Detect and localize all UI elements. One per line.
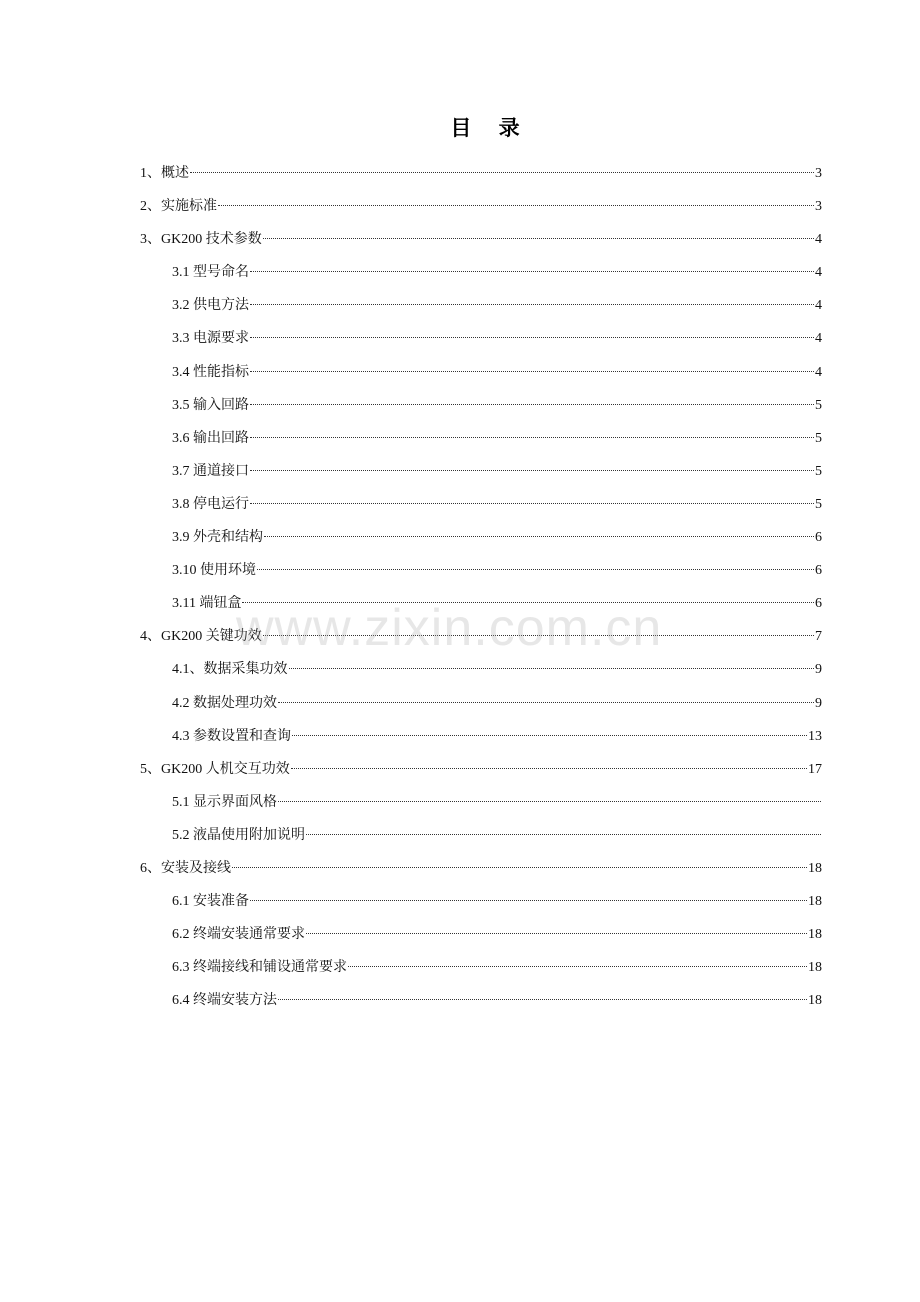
toc-entry[interactable] xyxy=(140,786,822,819)
toc-entry[interactable] xyxy=(140,918,822,951)
toc-entry-label: 3.4 性能指标 xyxy=(172,364,249,380)
toc-entry[interactable] xyxy=(140,819,822,852)
toc-entry[interactable] xyxy=(140,190,822,223)
toc-entry-page: 9 xyxy=(815,662,822,678)
toc-entry[interactable] xyxy=(140,521,822,554)
toc-dot-leader xyxy=(291,768,807,769)
toc-entry-page: 3 xyxy=(815,166,822,181)
toc-entry[interactable] xyxy=(140,687,822,720)
toc-dot-leader xyxy=(263,238,814,239)
toc-dot-leader xyxy=(250,404,814,405)
toc-entry-page: 9 xyxy=(815,695,822,711)
toc-entry-label: 5、GK200 人机交互功效 xyxy=(140,761,290,777)
toc-entry-page: 4 xyxy=(815,265,822,281)
toc-entry[interactable] xyxy=(140,587,822,620)
toc-entry-page: 4 xyxy=(815,232,822,248)
toc-entry[interactable] xyxy=(140,157,822,190)
toc-dot-leader xyxy=(257,569,814,570)
toc-entry-label: 6.4 终端安装方法 xyxy=(172,993,277,1009)
toc-entry-label: 6.2 终端安装通常要求 xyxy=(172,927,305,943)
toc-dot-leader xyxy=(250,371,814,372)
toc-entry-label: 6.3 终端接线和铺设通常要求 xyxy=(172,960,347,976)
toc-entry-label: 2、实施标准 xyxy=(140,199,217,215)
toc-entry-label: 3.11 端钮盒 xyxy=(172,596,242,612)
toc-entry-page: 6 xyxy=(815,596,822,612)
toc-entry-page: 18 xyxy=(808,860,822,876)
toc-dot-leader xyxy=(289,668,815,669)
toc-entry[interactable] xyxy=(140,488,822,521)
toc-dot-leader xyxy=(278,801,821,802)
toc-entry-page: 5 xyxy=(815,397,822,413)
toc-entry-label: 6、安装及接线 xyxy=(140,860,231,876)
toc-entry-page: 18 xyxy=(808,894,822,910)
toc-entry-page: 5 xyxy=(815,430,822,446)
toc-entry[interactable] xyxy=(140,455,822,488)
toc-dot-leader xyxy=(218,205,814,206)
toc-entry-label: 5.1 显示界面风格 xyxy=(172,794,277,810)
toc-dot-leader xyxy=(306,834,821,835)
toc-entry-label: 3.10 使用环境 xyxy=(172,563,256,579)
toc-entry-label: 4.2 数据处理功效 xyxy=(172,695,277,711)
toc-dot-leader xyxy=(306,933,807,934)
toc-dot-leader xyxy=(263,635,814,636)
toc-entry-page: 18 xyxy=(808,993,822,1009)
toc-entry-page: 17 xyxy=(808,761,822,777)
toc-entry-label: 3.1 型号命名 xyxy=(172,265,249,281)
toc-dot-leader xyxy=(250,271,814,272)
toc-list xyxy=(140,157,822,1017)
toc-dot-leader xyxy=(232,867,807,868)
toc-dot-leader xyxy=(250,900,807,901)
toc-entry[interactable] xyxy=(140,984,822,1017)
toc-dot-leader xyxy=(242,602,814,603)
toc-entry-page: 5 xyxy=(815,463,822,479)
toc-entry[interactable] xyxy=(140,653,822,686)
toc-entry[interactable] xyxy=(140,356,822,389)
toc-entry-label: 4.1、数据采集功效 xyxy=(172,662,288,678)
toc-entry-label: 1、概述 xyxy=(140,166,189,181)
toc-entry[interactable] xyxy=(140,389,822,422)
toc-entry-page: 13 xyxy=(808,728,822,744)
toc-entry-page: 4 xyxy=(815,331,822,347)
toc-entry-page: 4 xyxy=(815,364,822,380)
toc-entry-label: 3.3 电源要求 xyxy=(172,331,249,347)
toc-entry[interactable] xyxy=(140,951,822,984)
toc-dot-leader xyxy=(264,536,814,537)
toc-entry-page: 18 xyxy=(808,927,822,943)
toc-dot-leader xyxy=(190,172,814,173)
toc-entry[interactable] xyxy=(140,256,822,289)
toc-entry[interactable] xyxy=(140,554,822,587)
toc-entry[interactable] xyxy=(140,422,822,455)
toc-entry[interactable] xyxy=(140,223,822,256)
toc-entry-page: 18 xyxy=(808,960,822,976)
toc-dot-leader xyxy=(278,702,814,703)
toc-entry-label: 6.1 安装准备 xyxy=(172,894,249,910)
toc-title: 目 录 xyxy=(450,116,530,140)
toc-dot-leader xyxy=(348,966,807,967)
toc-entry-page: 6 xyxy=(815,563,822,579)
toc-entry-label: 3.6 输出回路 xyxy=(172,430,249,446)
toc-dot-leader xyxy=(250,470,814,471)
toc-dot-leader xyxy=(292,735,807,736)
toc-dot-leader xyxy=(250,437,814,438)
toc-entry-label: 3.2 供电方法 xyxy=(172,298,249,314)
toc-entry[interactable] xyxy=(140,852,822,885)
watermark: www.zixin.com.cn xyxy=(236,599,663,657)
toc-entry-label: 3.9 外壳和结构 xyxy=(172,530,263,546)
toc-entry-page: 3 xyxy=(815,199,822,215)
toc-entry[interactable] xyxy=(140,753,822,786)
toc-entry[interactable] xyxy=(140,620,822,653)
toc-entry-label: 3.5 输入回路 xyxy=(172,397,249,413)
toc-entry-page: 6 xyxy=(815,530,822,546)
toc-dot-leader xyxy=(250,503,814,504)
toc-dot-leader xyxy=(250,304,814,305)
toc-dot-leader xyxy=(278,999,807,1000)
toc-entry-page: 4 xyxy=(815,298,822,314)
toc-dot-leader xyxy=(250,337,814,338)
toc-entry-page: 7 xyxy=(815,629,822,645)
toc-entry-label: 3.8 停电运行 xyxy=(172,496,249,512)
toc-entry[interactable] xyxy=(140,720,822,753)
toc-entry-label: 4.3 参数设置和查询 xyxy=(172,728,291,744)
toc-entry[interactable] xyxy=(140,885,822,918)
toc-entry-label: 3.7 通道接口 xyxy=(172,463,249,479)
toc-entry-label: 3、GK200 技术参数 xyxy=(140,232,262,248)
toc-entry[interactable] xyxy=(140,289,822,322)
toc-entry-page: 5 xyxy=(815,496,822,512)
toc-entry-label: 4、GK200 关键功效 xyxy=(140,629,262,645)
toc-entry[interactable] xyxy=(140,322,822,355)
toc-entry-label: 5.2 液晶使用附加说明 xyxy=(172,827,305,843)
